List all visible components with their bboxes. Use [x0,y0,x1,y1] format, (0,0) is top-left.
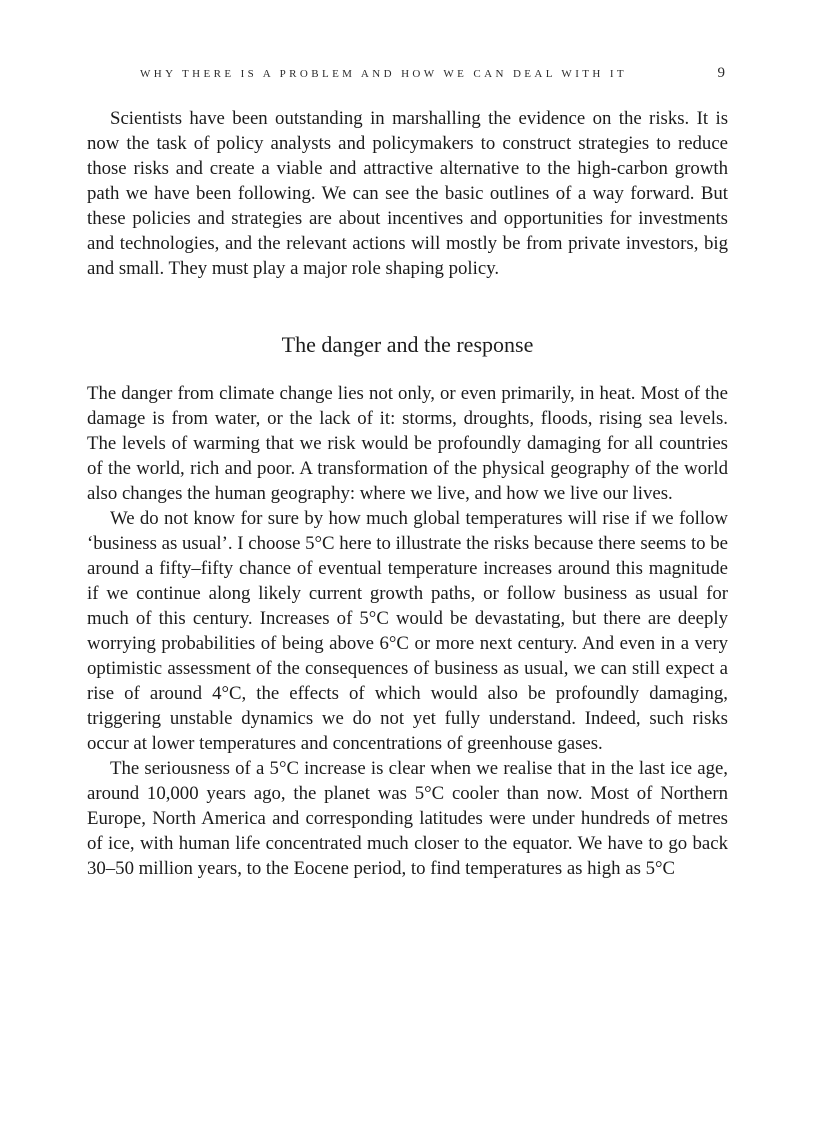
paragraph-business-as-usual: We do not know for sure by how much global temperatures will rise if we follow ‘business as usual’. I choose 5°C here to illustrate the risks because there seems to be around a fifty–fifty chance of eventual temperature increases around this magnitude if we continue along likely current growth paths, or follow business as usual for much of this century. Increases of 5°C would be devastating, but there are deeply worrying probabilities of being above 6°C or more next century. And even in a very optimistic assessment of the consequences of business as usual, we can still expect a rise of around 4°C, the effects of which would also be profoundly damaging, triggering unstable dynamics we do not yet fully understand. Indeed, such risks occur at lower temperatures and concentrations of greenhouse gases. [87,508,728,754]
page-number: 9 [717,65,725,81]
paragraph-danger: The danger from climate change lies not only, or even primarily, in heat. Most of the damage is from water, or the lack of it: storms, droughts, floods, rising sea levels. The levels of warming that we risk would be profoundly damaging for all countries of the world, rich and poor. A transformation of the physical geography of the world also changes the human geography: where we live, and how we live our lives. [87,383,728,504]
book-page [87,64,728,881]
section-heading: The danger and the response [281,332,534,357]
paragraph-intro: Scientists have been outstanding in marshalling the evidence on the risks. It is now the task of policy analysts and policymakers to construct strategies to reduce those risks and create a viable and attractive alternative to the high-carbon growth path we have been following. We can see the basic outlines of a way forward. But these policies and strategies are about incentives and opportunities for investments and technologies, and the relevant actions will mostly be from private investors, big and small. They must play a major role shaping policy. [87,108,728,279]
paragraph-seriousness: The seriousness of a 5°C increase is clear when we realise that in the last ice age, around 10,000 years ago, the planet was 5°C cooler than now. Most of Northern Europe, North America and corresponding latitudes were under hundreds of metres of ice, with human life concentrated much closer to the equator. We have to go back 30–50 million years, to the Eocene period, to find temperatures as high as 5°C [87,758,728,879]
running-head-title: WHY THERE IS A PROBLEM AND HOW WE CAN DEAL WITH IT [140,68,628,80]
running-head [87,64,728,88]
